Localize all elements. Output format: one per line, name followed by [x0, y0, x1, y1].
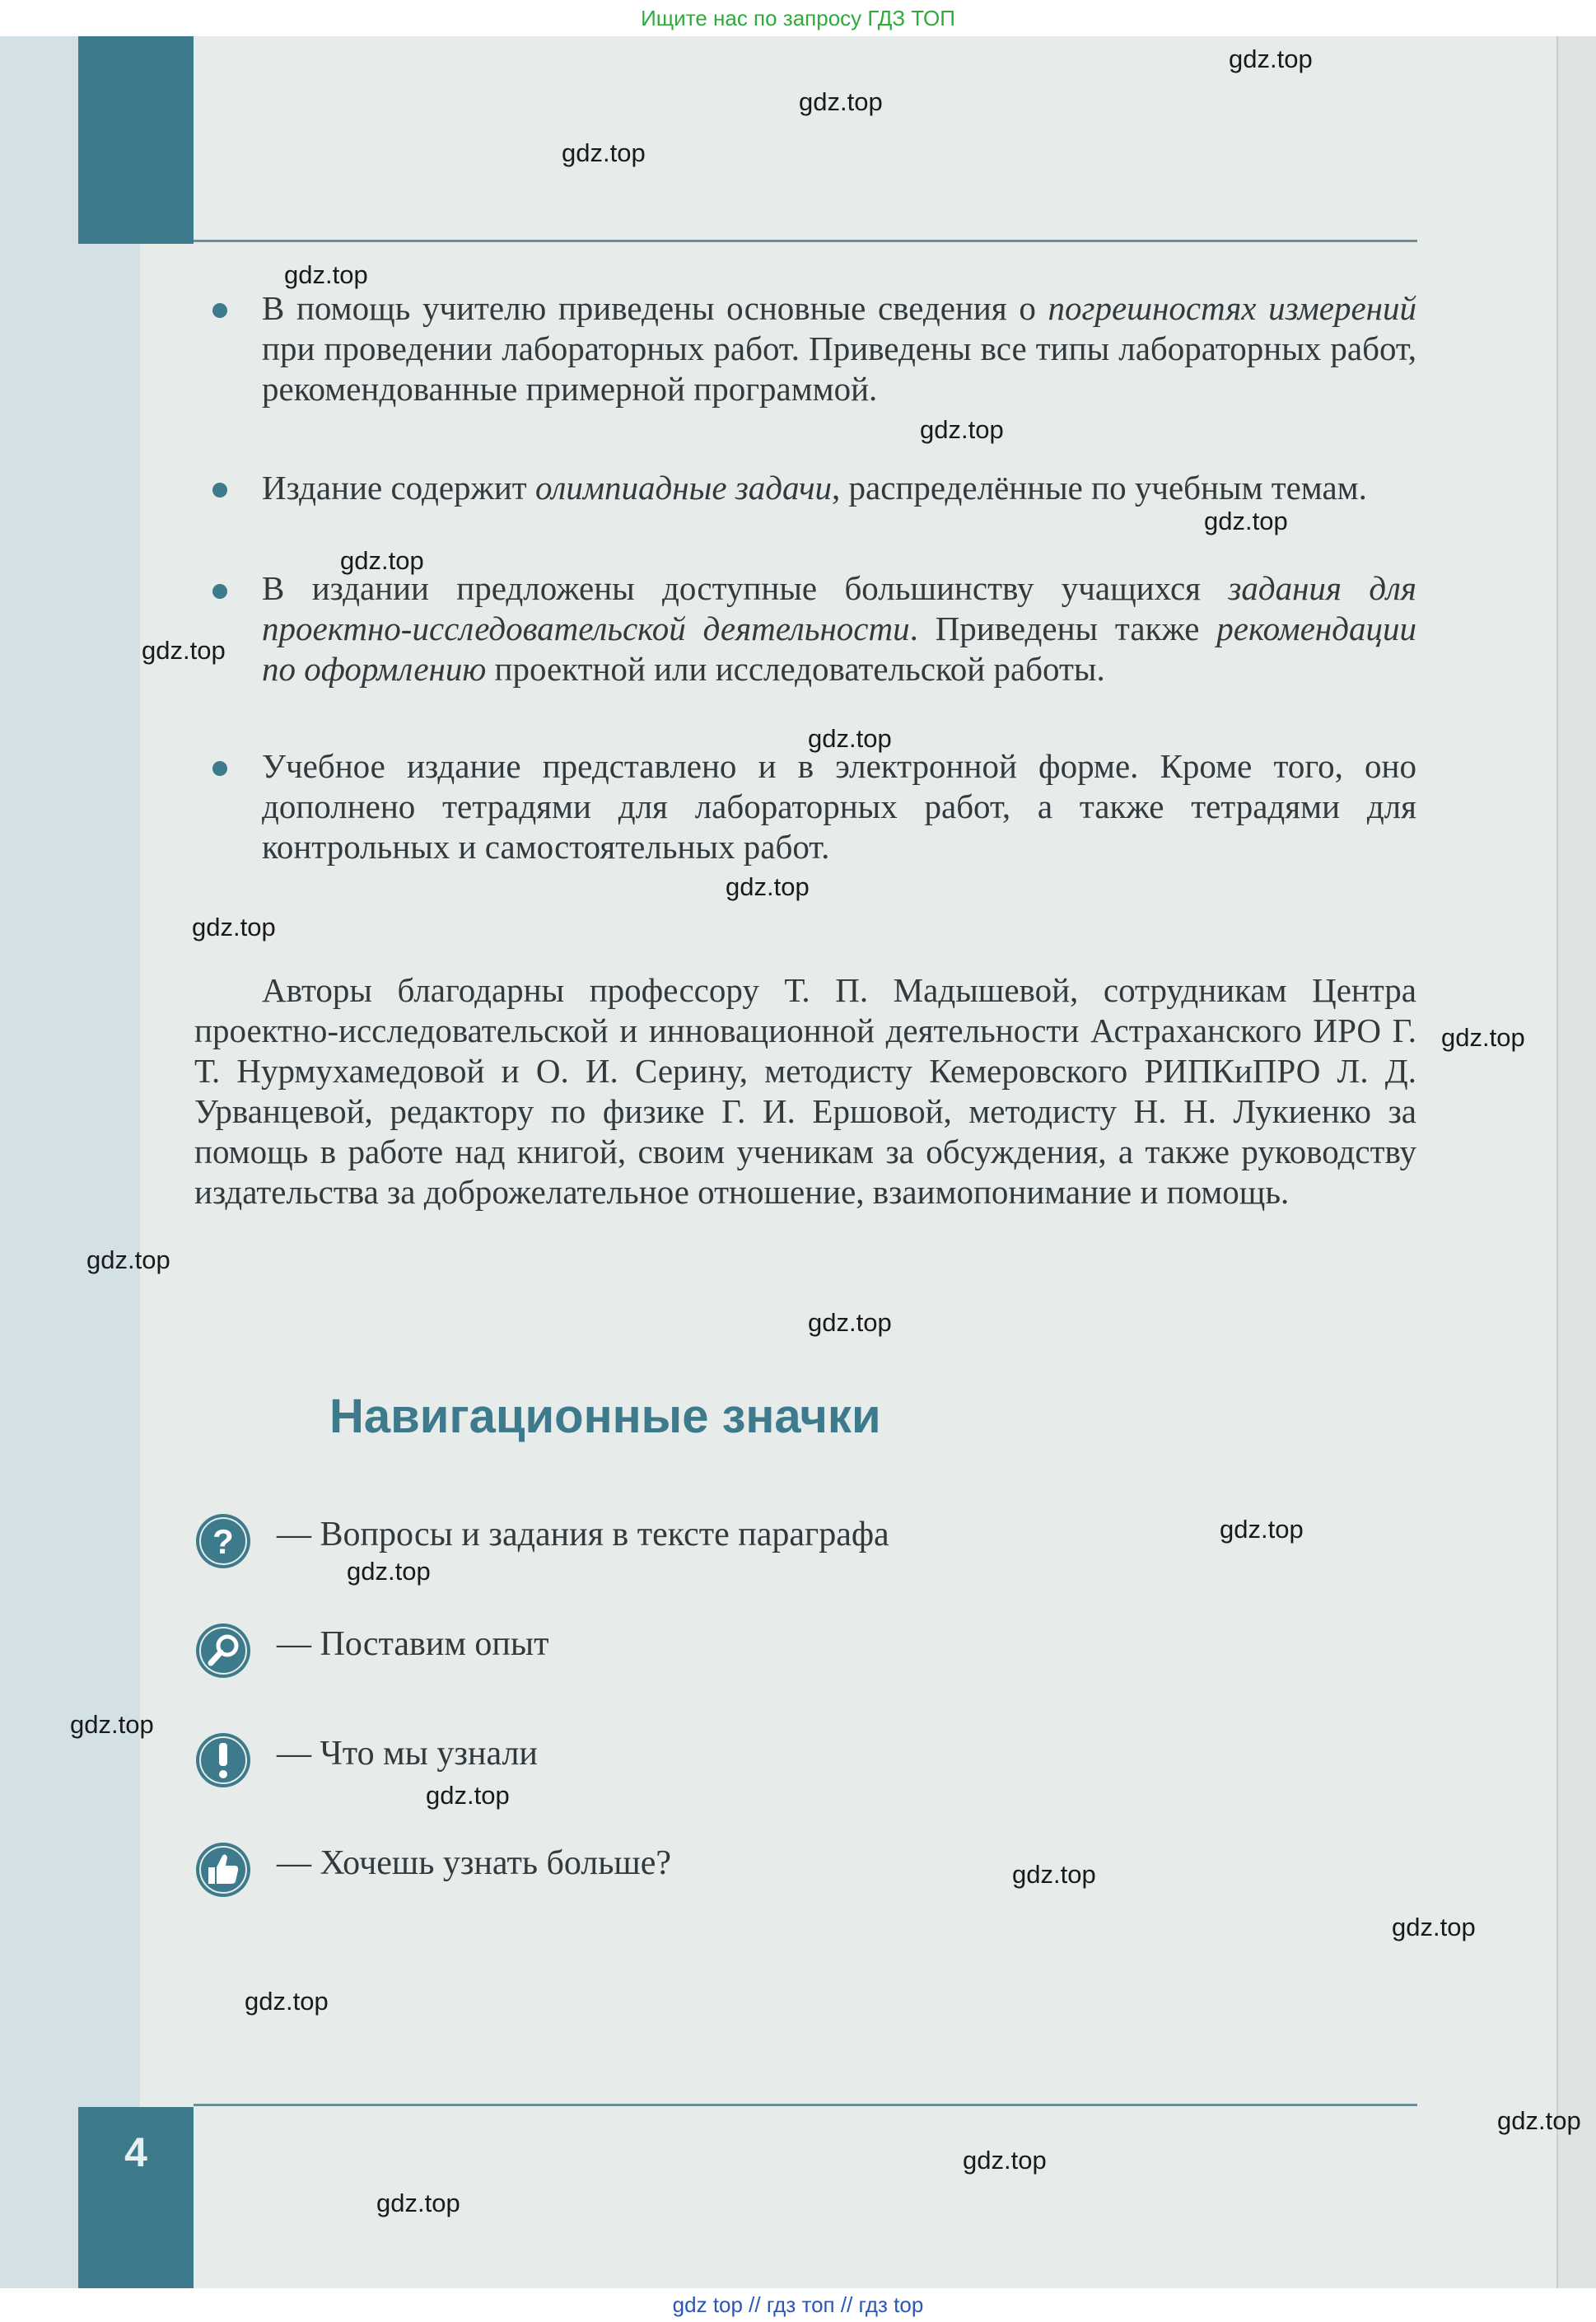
nav-item-questions: — Вопросы и задания в тексте параграфа: [277, 1516, 889, 1553]
nav-section-title: Навигационные значки: [329, 1390, 881, 1443]
bullet-3-text-a: В издании предложены доступные большинству учащихся: [262, 569, 1229, 607]
nav-item-experiment: — Поставим опыт: [277, 1625, 549, 1663]
left-margin-strip: [0, 36, 140, 2288]
watermark: gdz.top: [1012, 1860, 1096, 1889]
watermark: gdz.top: [284, 260, 368, 289]
nav-item-learned: — Что мы узнали: [277, 1735, 538, 1773]
svg-text:?: ?: [212, 1522, 234, 1561]
bullet-2-italic: олимпиадные задачи: [534, 469, 833, 507]
watermark: gdz.top: [726, 872, 810, 901]
thumbs-up-icon: [194, 1841, 252, 1899]
watermark: gdz.top: [340, 546, 424, 575]
nav-item-learn-more: — Хочешь узнать больше?: [277, 1844, 672, 1882]
bottom-divider: [194, 2104, 1417, 2106]
exclamation-icon: [194, 1731, 252, 1789]
top-corner-block: [78, 36, 194, 244]
watermark: gdz.top: [920, 415, 1004, 444]
bullet-3: [262, 568, 1416, 689]
bullet-1: [262, 288, 1416, 409]
bullet-4: [262, 746, 1416, 867]
question-icon: [194, 1512, 252, 1570]
watermark: gdz.top: [562, 138, 646, 167]
bullet-dot: [212, 303, 227, 318]
bullet-3-text-c: проектной или исследовательской работы.: [486, 650, 1105, 688]
bullet-dot: [212, 584, 227, 599]
bottom-banner: [0, 2288, 1596, 2322]
watermark: gdz.top: [808, 1308, 892, 1337]
book-page: [0, 36, 1596, 2288]
watermark: gdz.top: [86, 1245, 170, 1274]
watermark: gdz.top: [1229, 44, 1313, 73]
watermark: gdz.top: [1220, 1515, 1304, 1544]
watermark: gdz.top: [1497, 2106, 1581, 2135]
bullet-1-text-a: В помощь учителю приведены основные сведения о: [262, 289, 1048, 327]
watermark: gdz.top: [1441, 1023, 1525, 1052]
bullet-dot: [212, 483, 227, 498]
watermark: gdz.top: [245, 1987, 329, 2016]
bullet-4-text: Учебное издание представлено и в электронной форме. Кроме того, оно дополнено тетрадями для лабораторных работ, а также тетрадями для контрольных и самостоятельных работ.: [262, 747, 1416, 866]
watermark: gdz.top: [808, 724, 892, 753]
bullet-2: [262, 468, 1416, 508]
bullet-2-text-a: Издание содержит: [262, 469, 535, 507]
page-number: 4: [124, 2129, 147, 2175]
watermark: gdz.top: [347, 1557, 431, 1586]
top-divider: [194, 240, 1417, 242]
bullet-3-italic-b: рекомендации по оформлению: [262, 610, 1416, 688]
bullet-2-text-b: , распределённые по учебным темам.: [832, 469, 1367, 507]
bullet-1-italic: погрешностях измерений: [1048, 289, 1416, 327]
watermark: gdz.top: [1204, 507, 1288, 535]
bullet-1-text-b: при проведении лабораторных работ. Приведены все типы лабораторных работ, рекомендованные примерной программой.: [262, 329, 1416, 408]
watermark: gdz.top: [963, 2146, 1047, 2175]
watermark: gdz.top: [192, 913, 276, 941]
bullet-3-italic-a: задания для проектно-исследовательской деятельности: [262, 569, 1416, 647]
search-prompt[interactable]: Ищите нас по запросу ГДЗ ТОП: [641, 6, 955, 30]
top-banner: [0, 0, 1596, 36]
bullet-3-text-b: . Приведены также: [909, 610, 1217, 647]
watermark: gdz.top: [70, 1710, 154, 1739]
footer-links[interactable]: gdz top // гдз топ // гдз top: [672, 2292, 924, 2317]
magnifier-icon: [194, 1622, 252, 1680]
watermark: gdz.top: [376, 2189, 460, 2217]
watermark: gdz.top: [142, 636, 226, 665]
watermark: gdz.top: [426, 1781, 510, 1810]
watermark: gdz.top: [799, 87, 883, 116]
acknowledgement-paragraph: Авторы благодарны профессору Т. П. Мадышевой, сотрудникам Центра проектно-исследовательской и инновационной деятельности Астраханского ИРО Г. Т. Нурмухамедовой и О. И. Серину, методисту Кемеровского РИПКиПРО Л. Д. Урванцевой, редактору по физике Г. И. Ершовой, методисту Н. Н. Лукиенко за помощь в работе над книгой, своим ученикам за обсуждения, а также руководству издательства за доброжелательное отношение, взаимопонимание и помощь.: [194, 971, 1416, 1211]
bullet-dot: [212, 761, 227, 776]
watermark: gdz.top: [1392, 1913, 1476, 1941]
page-binding-edge: [1556, 36, 1596, 2288]
